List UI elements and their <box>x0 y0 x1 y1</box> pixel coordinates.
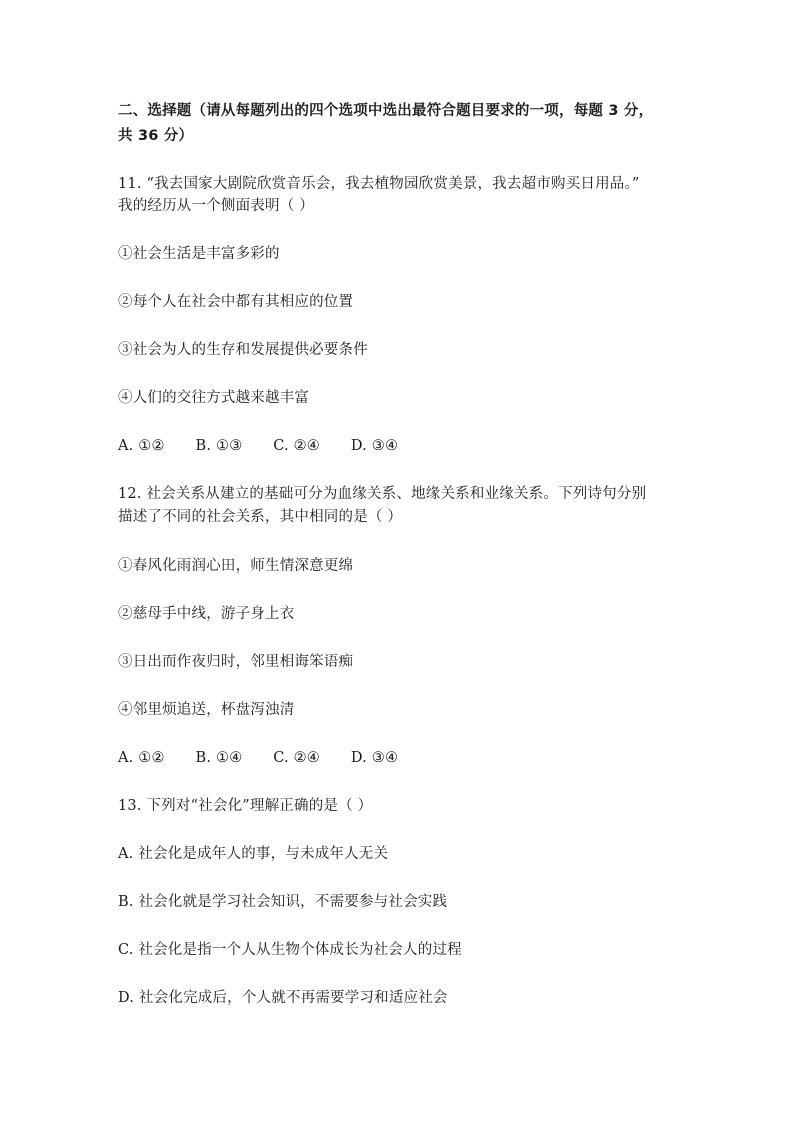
q11-option-c[interactable]: C. ②④ <box>273 438 320 454</box>
q12-option-c[interactable]: C. ②④ <box>273 750 320 766</box>
section-heading-line2: 共 36 分） <box>118 128 194 144</box>
q13-choice-c[interactable]: C. 社会化是指一个人从生物个体成长为社会人的过程 <box>118 942 462 958</box>
q11-statement-1: ①社会生活是丰富多彩的 <box>118 246 280 262</box>
q11-option-d[interactable]: D. ③④ <box>350 438 399 454</box>
q13-choice-a[interactable]: A. 社会化是成年人的事，与未成年人无关 <box>118 846 389 862</box>
q11-stem-line2: 我的经历从一个侧面表明（ ） <box>118 198 314 214</box>
q11-options <box>118 436 398 456</box>
q12-option-a[interactable]: A. ①② <box>118 750 165 766</box>
q12-statement-1: ①春风化雨润心田，师生情深意更绵 <box>118 558 354 574</box>
q11-statement-2: ②每个人在社会中都有其相应的位置 <box>118 294 354 310</box>
q12-options <box>118 748 398 768</box>
q13-choice-b[interactable]: B. 社会化就是学习社会知识，不需要参与社会实践 <box>118 894 448 910</box>
q11-stem-line1: 11. “我去国家大剧院欣赏音乐会，我去植物园欣赏美景，我去超市购买日用品。” <box>118 176 640 192</box>
q13-choice-d[interactable]: D. 社会化完成后，个人就不再需要学习和适应社会 <box>118 990 448 1006</box>
q13-stem: 13. 下列对“社会化”理解正确的是（ ） <box>118 798 373 814</box>
q11-statement-3: ③社会为人的生存和发展提供必要条件 <box>118 342 368 358</box>
q12-statement-2: ②慈母手中线，游子身上衣 <box>118 606 295 622</box>
q12-stem-line1: 12. 社会关系从建立的基础可分为血缘关系、地缘关系和业缘关系。下列诗句分别 <box>118 486 647 502</box>
q11-statement-4: ④人们的交往方式越来越丰富 <box>118 390 310 406</box>
q12-statement-3: ③日出而作夜归时，邻里相诲笨语痴 <box>118 654 354 670</box>
q12-statement-4: ④邻里烦追送，杯盘泻浊清 <box>118 702 295 718</box>
q12-stem-line2: 描述了不同的社会关系，其中相同的是（ ） <box>118 509 403 525</box>
q12-option-d[interactable]: D. ③④ <box>350 750 399 766</box>
q11-option-a[interactable]: A. ①② <box>118 438 165 454</box>
q12-option-b[interactable]: B. ①④ <box>195 750 243 766</box>
q11-option-b[interactable]: B. ①③ <box>195 438 243 454</box>
section-heading-line1: 二、选择题（请从每题列出的四个选项中选出最符合题目要求的一项，每题 3 分， <box>118 103 654 119</box>
